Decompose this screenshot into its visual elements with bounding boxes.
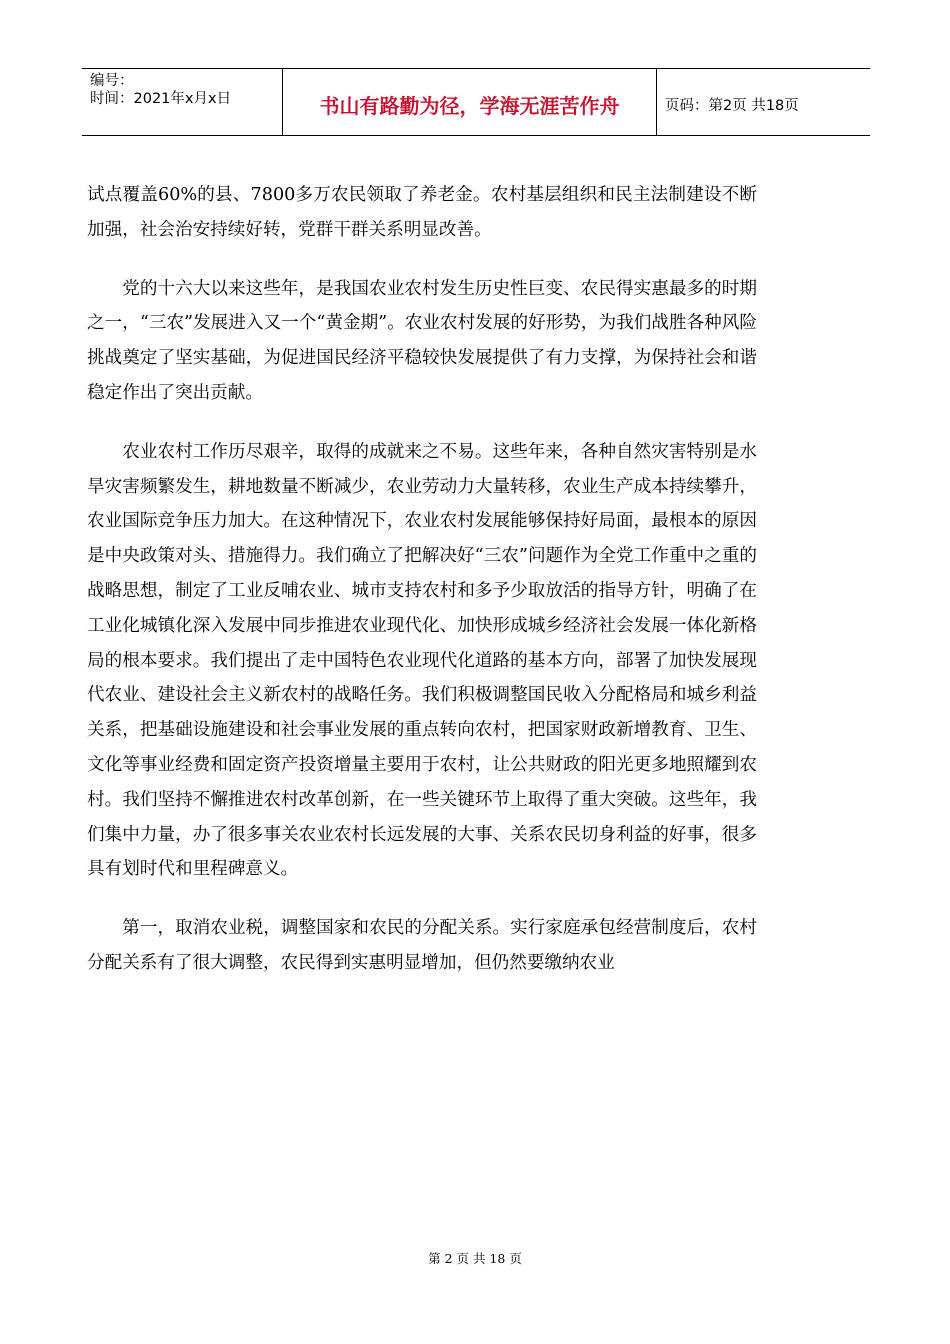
date-label: 时间：2021年x月x日 (90, 91, 232, 107)
paragraph-3: 农业农村工作历尽艰辛，取得的成就来之不易。这些年来，各种自然灾害特别是水旱灾害频繁发生，耕地数量不断减少，农业劳动力大量转移，农业生产成本持续攀升，农业国际竞争压力加大。在这种情况下，农业农村发展能够保持好局面，最根本的原因是中央政策对头、措施得力。我们确立了把解决好“三农”问题作为全党工作重中之重的战略思想，制定了工业反哺农业、城市支持农村和多予少取放活的指导方针，明确了在工业化城镇化深入发展中同步推进农业现代化、加快形成城乡经济社会发展一体化新格局的根本要求。我们提出了走中国特色农业现代化道路的基本方向，部署了加快发展现代农业、建设社会主义新农村的战略任务。我们积极调整国民收入分配格局和城乡利益关系，把基础设施建设和社会事业发展的重点转向农村，把国家财政新增教育、卫生、文化等事业经费和固定资产投资增量主要用于农村，让公共财政的阳光更多地照耀到农村。我们坚持不懈推进农村改革创新，在一些关键环节上取得了重大突破。这些年，我们集中力量，办了很多事关农业农村长远发展的大事、关系农民切身利益的好事，很多具有划时代和里程碑意义。 (87, 441, 757, 880)
header-motto: 书山有路勤为径，学海无涯苦作舟 (283, 69, 657, 135)
document-body (87, 178, 757, 1005)
paragraph-2: 党的十六大以来这些年，是我国农业农村发生历史性巨变、农民得实惠最多的时期之一，“三农”发展进入又一个“黄金期”。农业农村发展的好形势，为我们战胜各种风险挑战奠定了坚实基础，为促进国民经济平稳较快发展提供了有力支撑，为保持社会和谐稳定作出了突出贡献。 (87, 278, 757, 403)
number-label: 编号： (90, 73, 134, 89)
document-header (82, 68, 870, 136)
page-footer: 第 2 页 共 18 页 (428, 1251, 522, 1266)
paragraph-1: 试点覆盖60%的县、7800多万农民领取了养老金。农村基层组织和民主法制建设不断加强，社会治安持续好转，党群干群关系明显改善。 (87, 185, 757, 240)
header-page-code: 页码：第2页 共18页 (665, 97, 799, 114)
header-meta (82, 69, 283, 135)
paragraph-4: 第一，取消农业税，调整国家和农民的分配关系。实行家庭承包经营制度后，农村分配关系有了很大调整，农民得到实惠明显增加，但仍然要缴纳农业 (87, 918, 757, 973)
